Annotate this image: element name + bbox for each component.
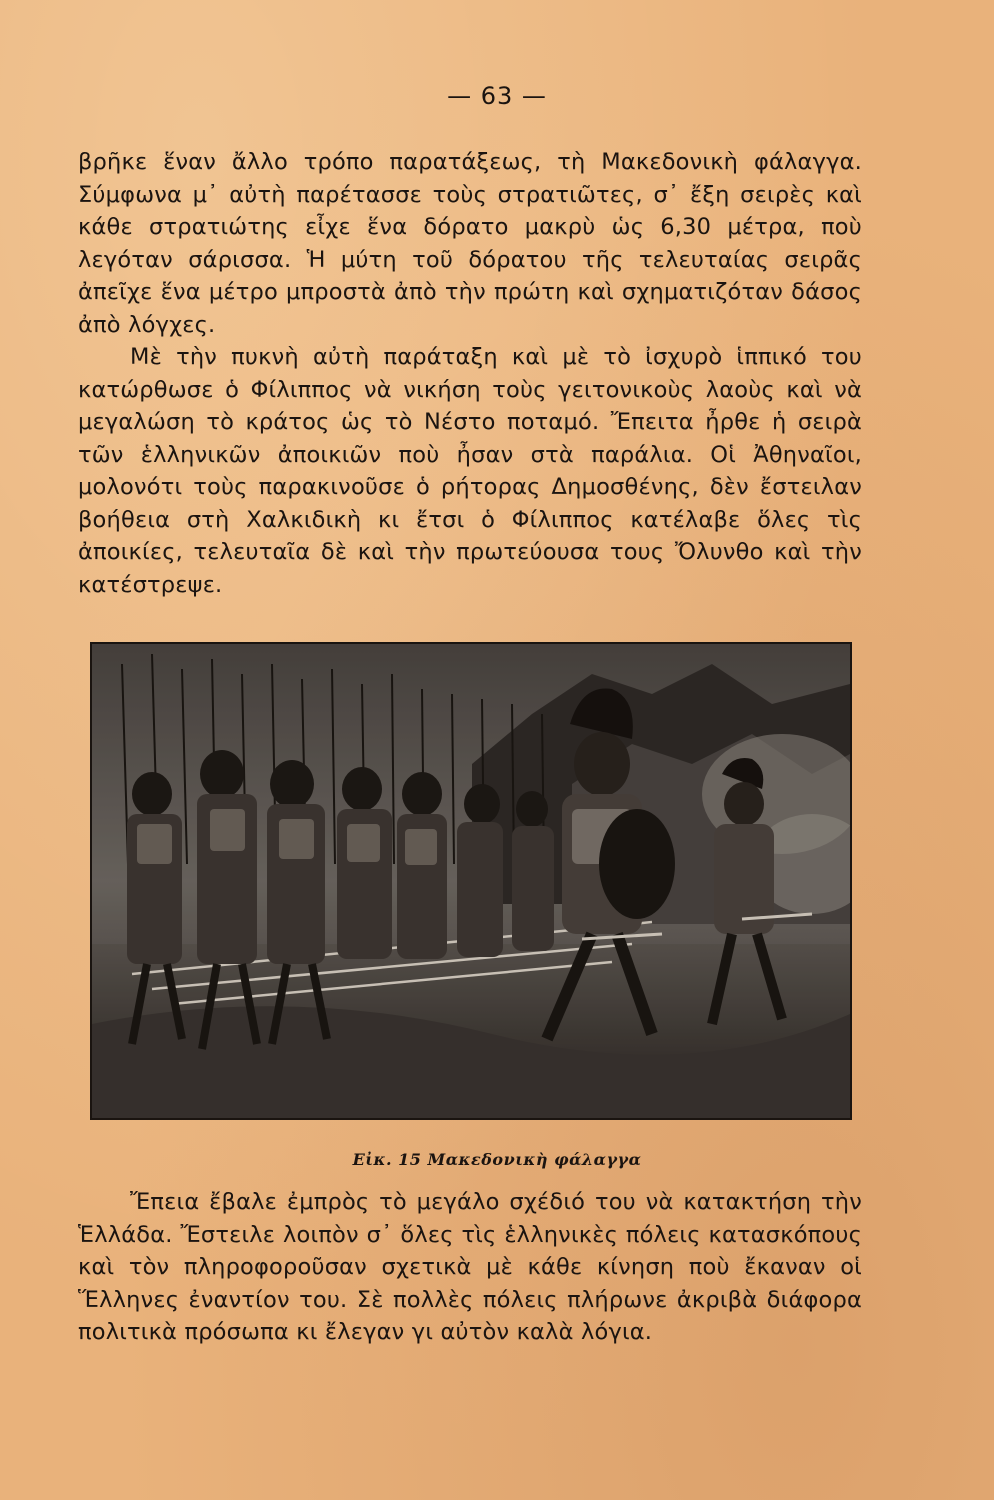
text-block-top [78, 146, 862, 601]
paragraph: Ἔπεια ἔβαλε ἐμπρὸς τὸ μεγάλο σχέδιό του νὰ κατακτήση τὴν Ἑλλάδα. Ἔστειλε λοιπὸν σ᾿ ὅλες τὶς ἑλληνικὲς πόλεις κατασκόπους καὶ τὸν πληροφοροῦσαν σχετικὰ μὲ κάθε κίνηση ποὺ ἔκαναν οἱ Ἕλληνες ἐναντίον του. Σὲ πολλὲς πόλεις πλήρωνε ἀκριβὰ διάφορα πολιτικὰ πρόσωπα κι ἔλεγαν γι αὐτὸν καλὰ λόγια. [78, 1189, 862, 1345]
illustration-macedonian-phalanx [90, 642, 852, 1120]
paragraph: βρῆκε ἕναν ἄλλο τρόπο παρατάξεως, τὴ Μακεδονικὴ φάλαγγα. Σύμφωνα μ᾿ αὐτὴ παρέτασσε τοὺς στρατιῶτες, σ᾿ ἔξη σειρὲς καὶ κάθε στρατιώτης εἶχε ἕνα δόρατο μακρὺ ὡς 6,30 μέτρα, ποὺ λεγόταν σάρισσα. Ἡ μύτη τοῦ δόρατου τῆς τελευταίας σειρᾶς ἀπεῖχε ἕνα μέτρο μπροστὰ ἀπὸ τὴν πρώτη καὶ σχηματιζόταν δάσος ἀπὸ λόγχες. [78, 149, 862, 338]
figure-caption: Εἰκ. 15 Μακεδονικὴ φάλαγγα [352, 1150, 642, 1169]
text-block-bottom [78, 1186, 862, 1349]
phalanx-illustration-image [92, 644, 850, 1118]
paragraph: Μὲ τὴν πυκνὴ αὐτὴ παράταξη καὶ μὲ τὸ ἰσχυρὸ ἱππικό του κατώρθωσε ὁ Φίλιππος νὰ νικήση τοὺς γειτονικοὺς λαοὺς καὶ νὰ μεγαλώση τὸ κράτος ὡς τὸ Νέστο ποταμό. Ἔπειτα ἦρθε ἡ σειρὰ τῶν ἑλληνικῶν ἀποικιῶν ποὺ ἦσαν στὰ παράλια. Οἱ Ἀθηναῖοι, μολονότι τοὺς παρακινοῦσε ὁ ρήτορας Δημοσθένης, δὲν ἔστειλαν βοήθεια στὴ Χαλκιδικὴ κι ἔτσι ὁ Φίλιππος κατέλαβε ὅλες τὶς ἀποικίες, τελευταῖα δὲ καὶ τὴν πρωτεύουσα τους Ὄλυνθο καὶ τὴν κατέστρεψε. [78, 344, 862, 598]
page-number: — 63 — [447, 82, 547, 110]
